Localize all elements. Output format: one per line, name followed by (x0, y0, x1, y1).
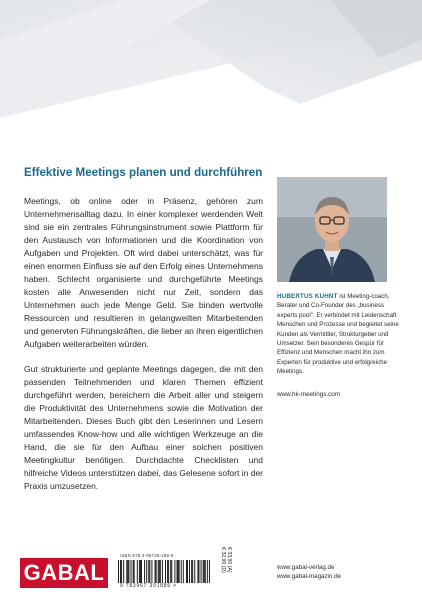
barcode-bar (133, 560, 134, 583)
barcode-bar (121, 560, 122, 583)
barcode-bar (141, 560, 142, 583)
barcode-bar (177, 560, 178, 583)
barcode-bar (168, 560, 169, 583)
description-text (24, 195, 263, 505)
barcode-bar (151, 560, 152, 583)
ean-digits: 9 783967 391886 > (120, 583, 177, 589)
barcode-bar (127, 560, 128, 583)
barcode-bar (189, 560, 190, 583)
price-at: € 33,90 (A) (226, 547, 232, 573)
barcode-bar (139, 560, 140, 583)
back-cover-headline: Effektive Meetings planen und durchführen (24, 166, 263, 179)
description-paragraph-2: Gut strukturierte und geplante Meetings dagegen, die mit den passenden Teilnehmenden und klaren Themen effizient durchgeführt werden, bereichern die Arbeit aller und steigern die Produktivität des Unternehmens sowie die Motivation der Mitarbeitenden. Dieses Buch gibt den Leserinnen und Lesern umfassendes Know-how und alle wichtigen Werkzeuge an die Hand, die sie für den Aufbau einer solchen positiven Meetingkultur benötigen. Durchdachte Checklisten und hilfreiche Videos unterstützen dabei, das Gelesene sofort in der Praxis umzusetzen. (24, 364, 263, 491)
barcode-bar (160, 560, 161, 583)
barcode-bar (205, 560, 206, 583)
isbn-label: ISBN 978-3-96739-188-6 (120, 553, 174, 558)
author-website: www.hk-meetings.com (277, 391, 340, 398)
barcode-bar (118, 560, 119, 583)
barcode-bar (174, 560, 175, 583)
barcode-bar (199, 560, 200, 583)
publisher-url-magazin: www.gabal-magazin.de (277, 573, 341, 580)
barcode-bar (207, 560, 208, 583)
price-de: € 32,90 (D) (220, 547, 226, 573)
author-bio (277, 292, 399, 377)
barcode-bar (158, 560, 159, 583)
barcode-bar (170, 560, 171, 583)
barcode-bar (167, 560, 168, 583)
author-name: HUBERTUS KUHNT (277, 293, 338, 300)
barcode-bar (186, 560, 187, 583)
barcode-bar (144, 560, 145, 583)
barcode-bar (128, 560, 129, 583)
barcode-bar (156, 560, 157, 583)
barcode-bar (120, 560, 121, 583)
barcode-bar (148, 560, 149, 583)
barcode-bar (159, 560, 160, 583)
barcode-bar (203, 560, 204, 583)
barcode-bar (155, 560, 156, 583)
barcode-bar (179, 560, 180, 583)
barcode-bar (187, 560, 188, 583)
author-bio-text: ist Meeting-coach, Berater und Co-Founder des „business experts pool". Er verbindet mit Leidenschaft Menschen und Prozesse und begleitet seine Kunden als Vermittler, Strukturgeber und Umsetzer. Sein besonderes Gespür für Effizienz und Menschen macht ihn zum Experten für produktive und erfolgreiche Meetings. (277, 293, 399, 376)
barcode-bar (123, 560, 124, 583)
price-labels (218, 547, 232, 591)
barcode-bar (162, 560, 163, 583)
publisher-links (277, 563, 341, 581)
gabal-logo: GABAL (20, 558, 108, 588)
barcode-bar (183, 560, 184, 583)
barcode-bar (191, 560, 192, 583)
barcode-bar (194, 560, 195, 583)
barcode-bar (201, 560, 202, 583)
barcode-bar (149, 560, 150, 583)
barcode-bar (126, 560, 127, 583)
author-portrait-illustration (277, 177, 387, 282)
barcode-bar (137, 560, 138, 583)
author-photo (277, 177, 387, 282)
barcode-bar (131, 560, 132, 583)
description-paragraph-1: Meetings, ob online oder in Präsenz, gehören zum Unternehmensalltag dazu. In einer komplexer werdenden Welt sind sie ein zentrales Führungsinstrument sowie Plattform für den Austausch von Informationen und die Koordination von Aufgaben und Projekten. Oft wird dabei unterschätzt, was für einen enormen Einfluss sie auf den Erfolg eines Unternehmens haben. Schlecht organisierte und durchgeführte Meetings kosten alle Anwesenden nicht nur Zeit, sondern das Unternehmen auch jede Menge Geld. Sie binden wertvolle Ressourcen und resultieren in gelangweilten Mitarbeitenden und genervten Führungskräften, die lieber an ihren eigentlichen Aufgaben weiterarbeiten würden. (24, 196, 263, 349)
barcode-bar (204, 560, 205, 583)
barcode-bar (134, 560, 135, 583)
barcode-bar (181, 560, 182, 583)
barcode-bar (178, 560, 179, 583)
barcode-bar (140, 560, 141, 583)
barcode-bar (209, 560, 210, 583)
barcode-bar (197, 560, 198, 583)
barcode-bar (165, 560, 166, 583)
publisher-url-verlag: www.gabal-verlag.de (277, 564, 335, 571)
barcode-bar (192, 560, 193, 583)
barcode-bar (146, 560, 147, 583)
barcode-bar (171, 560, 172, 583)
